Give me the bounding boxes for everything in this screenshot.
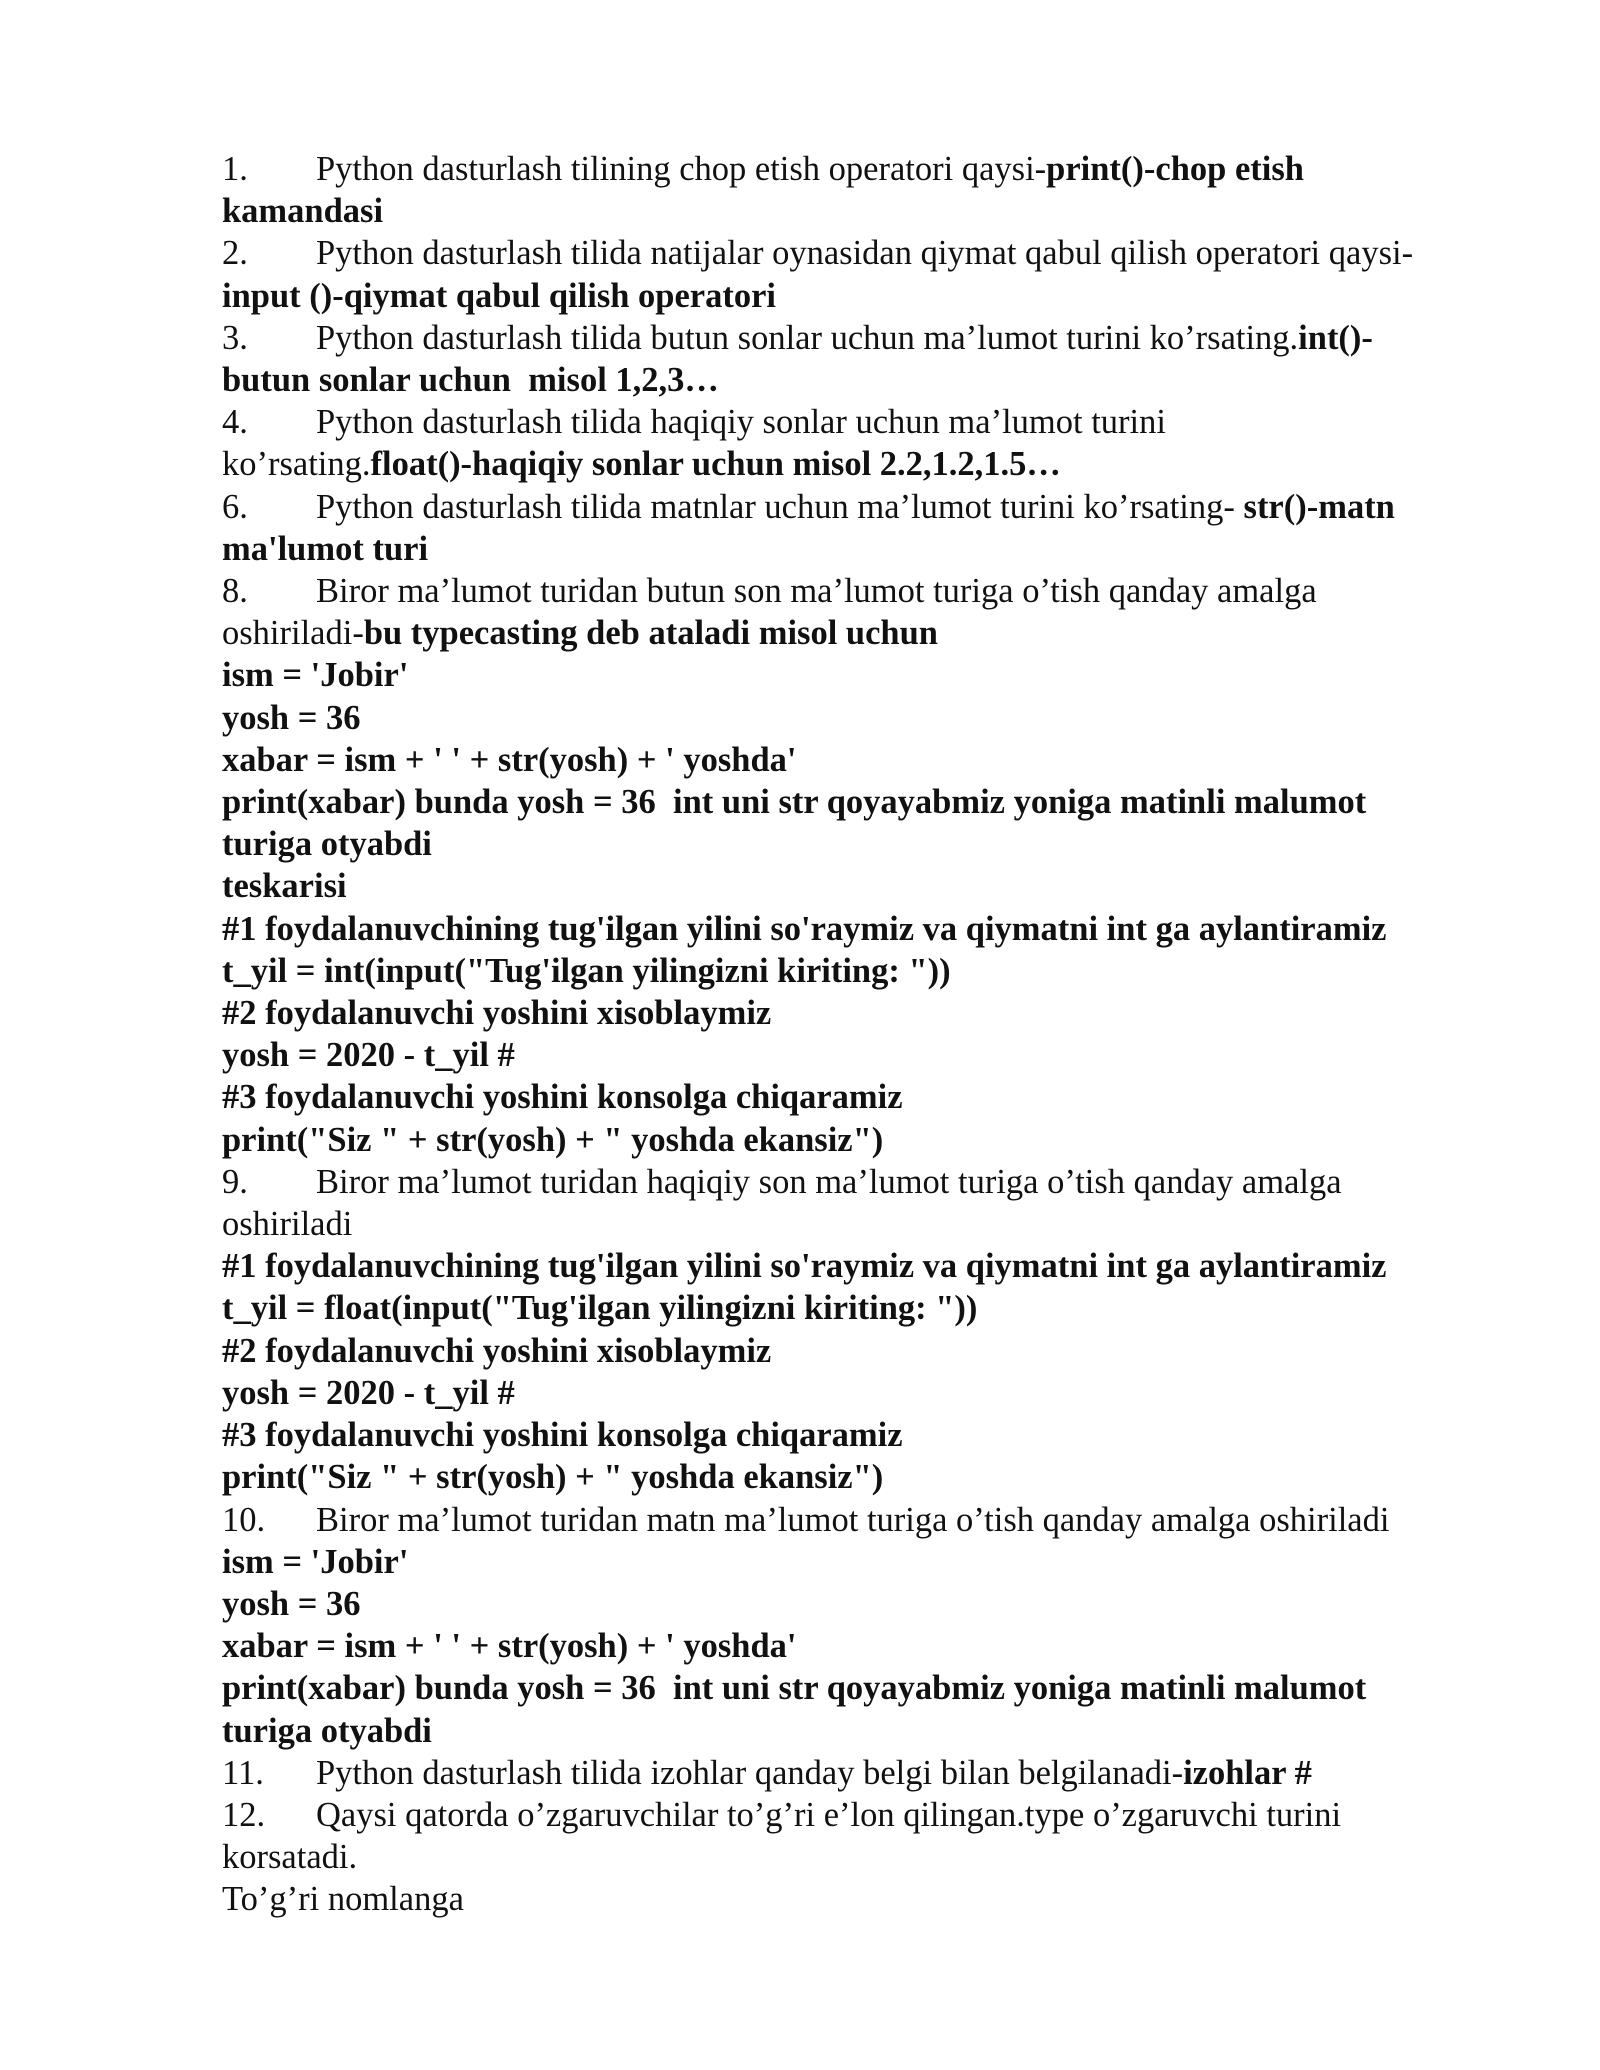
- bold-text: input ()-qiymat qabul qilish operatori: [222, 276, 777, 315]
- bold-text: print(xabar) bunda yosh = 36 int uni str qoyayabmiz yoniga matinli malumot: [222, 1669, 1367, 1708]
- document-line: [222, 781, 1492, 823]
- document-line: [222, 823, 1492, 865]
- document-line: [222, 1878, 1492, 1920]
- list-number: 8.: [222, 572, 248, 611]
- body-text: Python dasturlash tilida matnlar uchun ma’lumot turini ko’rsating-: [316, 487, 1244, 526]
- document-line: [222, 275, 1492, 317]
- document-line: [222, 1034, 1492, 1076]
- document-line: [222, 739, 1492, 781]
- list-number: 4.: [222, 403, 248, 442]
- document-line: [222, 401, 1492, 443]
- document-line: [222, 1499, 1492, 1541]
- body-text: Python dasturlash tilining chop etish operatori qaysi-: [316, 150, 1047, 188]
- list-number: 2.: [222, 234, 248, 273]
- bold-text: print(xabar) bunda yosh = 36 int uni str qoyayabmiz yoniga matinli malumot: [222, 783, 1367, 822]
- document-line: [222, 1541, 1492, 1583]
- document-line: [222, 1076, 1492, 1118]
- body-text: Biror ma’lumot turidan matn ma’lumot turiga o’tish qanday amalga oshiriladi: [316, 1500, 1390, 1539]
- list-number: 1.: [222, 150, 248, 188]
- document-line: [222, 359, 1492, 401]
- body-text: korsatadi.: [222, 1838, 358, 1877]
- bold-text: print("Siz " + str(yosh) + " yoshda ekansiz"): [222, 1120, 884, 1159]
- body-text: Python dasturlash tilida butun sonlar uchun ma’lumot turini ko’rsating.: [316, 318, 1299, 357]
- document-line: [222, 1667, 1492, 1709]
- document-line: [222, 317, 1492, 359]
- bold-text: ism = 'Jobir': [222, 1542, 409, 1581]
- bold-text: #1 foydalanuvchining tug'ilgan yilini so'raymiz va qiymatni int ga aylantiramiz: [222, 1247, 1387, 1286]
- list-number: 9.: [222, 1162, 248, 1201]
- bold-text: xabar = ism + ' ' + str(yosh) + ' yoshda': [222, 740, 797, 779]
- bold-text: #1 foydalanuvchining tug'ilgan yilini so'raymiz va qiymatni int ga aylantiramiz: [222, 909, 1387, 948]
- document-line: [222, 1625, 1492, 1667]
- bold-text: ma'lumot turi: [222, 529, 429, 568]
- document-line: [222, 1372, 1492, 1414]
- document-line: [222, 1752, 1492, 1794]
- list-number: 6.: [222, 487, 248, 526]
- list-number: 11.: [222, 1753, 264, 1792]
- bold-text: yosh = 36: [222, 1584, 361, 1623]
- document-line: [222, 148, 1492, 190]
- document-line: [222, 612, 1492, 654]
- bold-text: print("Siz " + str(yosh) + " yoshda ekansiz"): [222, 1458, 884, 1497]
- body-text: Python dasturlash tilida natijalar oynasidan qiymat qabul qilish operatori qaysi-: [316, 234, 1414, 273]
- document-line: [222, 1414, 1492, 1456]
- bold-text: #2 foydalanuvchi yoshini xisoblaymiz: [222, 994, 772, 1033]
- bold-text: teskarisi: [222, 867, 347, 906]
- document-line: [222, 1287, 1492, 1329]
- document-line: [222, 1161, 1492, 1203]
- bold-text: str()-matn: [1243, 487, 1395, 526]
- bold-text: yosh = 2020 - t_yil #: [222, 1036, 515, 1075]
- body-text: Qaysi qatorda o’zgaruvchilar to’g’ri e’lon qilingan.type o’zgaruvchi turini: [316, 1795, 1342, 1834]
- document-line: [222, 443, 1492, 485]
- bold-text: yosh = 36: [222, 698, 361, 737]
- body-text: oshiriladi-: [222, 614, 364, 653]
- bold-text: butun sonlar uchun misol 1,2,3…: [222, 361, 719, 400]
- document-line: [222, 1710, 1492, 1752]
- document-line: [222, 1456, 1492, 1498]
- body-text: Biror ma’lumot turidan haqiqiy son ma’lumot turiga o’tish qanday amalga: [316, 1162, 1342, 1201]
- body-text: To’g’ri nomlanga: [222, 1880, 464, 1919]
- bold-text: int()-: [1298, 318, 1373, 357]
- body-text: Biror ma’lumot turidan butun son ma’lumot turiga o’tish qanday amalga: [316, 572, 1317, 611]
- bold-text: yosh = 2020 - t_yil #: [222, 1373, 515, 1412]
- body-text: Python dasturlash tilida izohlar qanday belgi bilan belgilanadi-: [316, 1753, 1184, 1792]
- bold-text: bu typecasting deb ataladi misol uchun: [363, 614, 938, 653]
- document-line: [222, 1836, 1492, 1878]
- document-line: [222, 570, 1492, 612]
- bold-text: #3 foydalanuvchi yoshini konsolga chiqaramiz: [222, 1078, 903, 1117]
- body-text: oshiriladi: [222, 1205, 353, 1244]
- bold-text: t_yil = int(input("Tug'ilgan yilingizni kiriting: ")): [222, 951, 951, 990]
- bold-text: kamandasi: [222, 192, 384, 231]
- document-line: [222, 1330, 1492, 1372]
- list-number: 3.: [222, 318, 248, 357]
- document-line: [222, 486, 1492, 528]
- document-line: [222, 1119, 1492, 1161]
- bold-text: t_yil = float(input("Tug'ilgan yilingizni kiriting: ")): [222, 1289, 978, 1328]
- bold-text: turiga otyabdi: [222, 825, 432, 864]
- document-page: [222, 148, 1492, 1921]
- document-line: [222, 697, 1492, 739]
- list-number: 12.: [222, 1795, 266, 1834]
- body-text: ko’rsating.: [222, 445, 371, 484]
- bold-text: izohlar #: [1183, 1753, 1312, 1792]
- document-line: [222, 1794, 1492, 1836]
- document-line: [222, 908, 1492, 950]
- document-line: [222, 950, 1492, 992]
- document-line: [222, 1245, 1492, 1287]
- document-line: [222, 992, 1492, 1034]
- bold-text: #3 foydalanuvchi yoshini konsolga chiqaramiz: [222, 1416, 903, 1455]
- bold-text: ism = 'Jobir': [222, 656, 409, 695]
- document-line: [222, 1583, 1492, 1625]
- document-line: [222, 1203, 1492, 1245]
- body-text: Python dasturlash tilida haqiqiy sonlar uchun ma’lumot turini: [316, 403, 1166, 442]
- document-line: [222, 865, 1492, 907]
- bold-text: #2 foydalanuvchi yoshini xisoblaymiz: [222, 1331, 772, 1370]
- bold-text: print()-chop etish: [1046, 150, 1304, 188]
- bold-text: float()-haqiqiy sonlar uchun misol 2.2,1.2,1.5…: [370, 445, 1061, 484]
- bold-text: turiga otyabdi: [222, 1711, 432, 1750]
- document-line: [222, 232, 1492, 274]
- bold-text: xabar = ism + ' ' + str(yosh) + ' yoshda': [222, 1627, 797, 1666]
- document-line: [222, 190, 1492, 232]
- list-number: 10.: [222, 1500, 266, 1539]
- document-line: [222, 654, 1492, 696]
- document-line: [222, 528, 1492, 570]
